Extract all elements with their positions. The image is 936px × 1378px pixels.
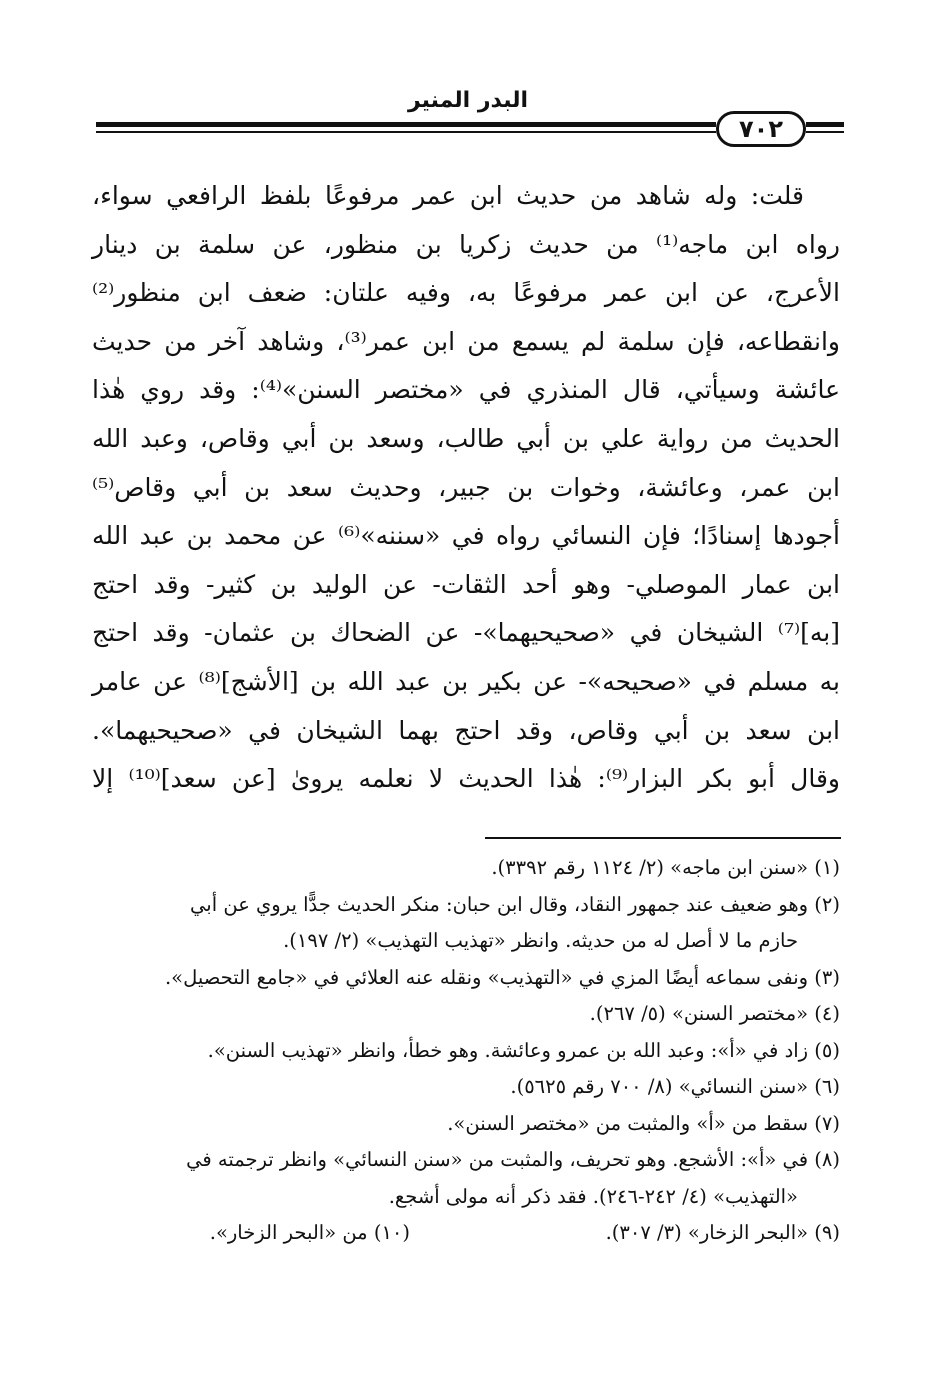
footnote-5: (٥) زاد في «أ»: وعبد الله بن عمرو وعائشة. وهو خطأ، وانظر «تهذيب السنن».: [207, 1038, 840, 1062]
body-line: الأعرج، عن ابن عمر مرفوعًا به، وفيه علتان: ضعف ابن منظور⁽²⁾: [92, 278, 840, 308]
footnote-2: (٢) وهو ضعيف عند جمهور النقاد، وقال ابن حبان: منكر الحديث جدًّا يروي عن أبي: [190, 892, 840, 916]
footnote-6: (٦) «سنن النسائي» (٨/ ٧٠٠ رقم ٥٦٢٥).: [510, 1075, 840, 1098]
footnote-9: (٩) «البحر الزخار» (٣/ ٣٠٧).: [605, 1221, 840, 1244]
main-body-text: [92, 172, 840, 804]
body-line: به مسلم في «صحيحه»- عن بكير بن عبد الله بن [الأشج]⁽⁸⁾ عن عامر: [92, 666, 840, 696]
page-number: ٧٠٢: [716, 111, 806, 147]
body-line: وقال أبو بكر البزار⁽⁹⁾: هٰذا الحديث لا نعلمه يروىٰ [عن سعد]⁽¹⁰⁾ إلا: [92, 764, 840, 794]
body-line: أجودها إسنادًا؛ فإن النسائي رواه في «سننه»⁽⁶⁾ عن محمد بن عبد الله: [92, 521, 840, 551]
header-rule-thin-left: [806, 131, 844, 133]
footnote-10: (١٠) من «البحر الزخار».: [209, 1221, 410, 1244]
body-line: وانقطاعه، فإن سلمة لم يسمع من ابن عمر⁽³⁾، وشاهد آخر من حديث: [92, 326, 840, 356]
body-line: [به]⁽⁷⁾ الشيخان في «صحيحيهما»- عن الضحاك بن عثمان- وقد احتج: [92, 618, 840, 648]
header-rule-thin-right: [96, 131, 716, 133]
header-rule-thick-right: [96, 122, 716, 127]
body-line: عائشة وسيأتي، قال المنذري في «مختصر السنن»⁽⁴⁾: وقد روي هٰذا: [92, 375, 841, 405]
footnote-1: (١) «سنن ابن ماجه» (٢/ ١١٢٤ رقم ٣٣٩٢).: [491, 856, 840, 879]
footnote-8-continued: «التهذيب» (٤/ ٢٤٢-٢٤٦). فقد ذكر أنه مولى أشجع.: [388, 1184, 798, 1208]
body-line: ابن عمر، وعائشة، وخوات بن جبير، وحديث سعد بن أبي وقاص⁽⁵⁾: [92, 472, 840, 502]
body-line: قلت: وله شاهد من حديث ابن عمر مرفوعًا بلفظ الرافعي سواء،: [92, 181, 804, 210]
footnote-separator: [485, 837, 841, 839]
running-header-title: البدر المنير: [407, 88, 528, 113]
footnote-2-continued: حازم ما لا أصل له من حديثه. وانظر «تهذيب التهذيب» (٢/ ١٩٧).: [283, 929, 798, 952]
footnote-8: (٨) في «أ»: الأشجع. وهو تحريف، والمثبت من «سنن النسائي» وانظر ترجمته في: [186, 1148, 840, 1171]
body-line: ابن سعد بن أبي وقاص، وقد احتج بهما الشيخان في «صحيحيهما».: [92, 715, 840, 745]
footnote-7: (٧) سقط من «أ» والمثبت من «مختصر السنن».: [447, 1111, 840, 1135]
footnote-4: (٤) «مختصر السنن» (٥/ ٢٦٧).: [589, 1002, 840, 1025]
footnote-row-9-10: [92, 1215, 840, 1252]
footnotes: [92, 850, 840, 1252]
body-line: رواه ابن ماجه⁽¹⁾ من حديث زكريا بن منظور، عن سلمة بن دينار: [92, 229, 840, 259]
footnote-3: (٣) ونفى سماعه أيضًا المزي في «التهذيب» ونقله عنه العلائي في «جامع التحصيل».: [164, 965, 840, 989]
body-line: الحديث من رواية علي بن أبي طالب، وسعد بن أبي وقاص، وعبد الله: [92, 423, 840, 453]
header-rule-thick-left: [806, 122, 844, 127]
body-line: ابن عمار الموصلي- وهو أحد الثقات- عن الوليد بن كثير- وقد احتج: [92, 569, 840, 599]
